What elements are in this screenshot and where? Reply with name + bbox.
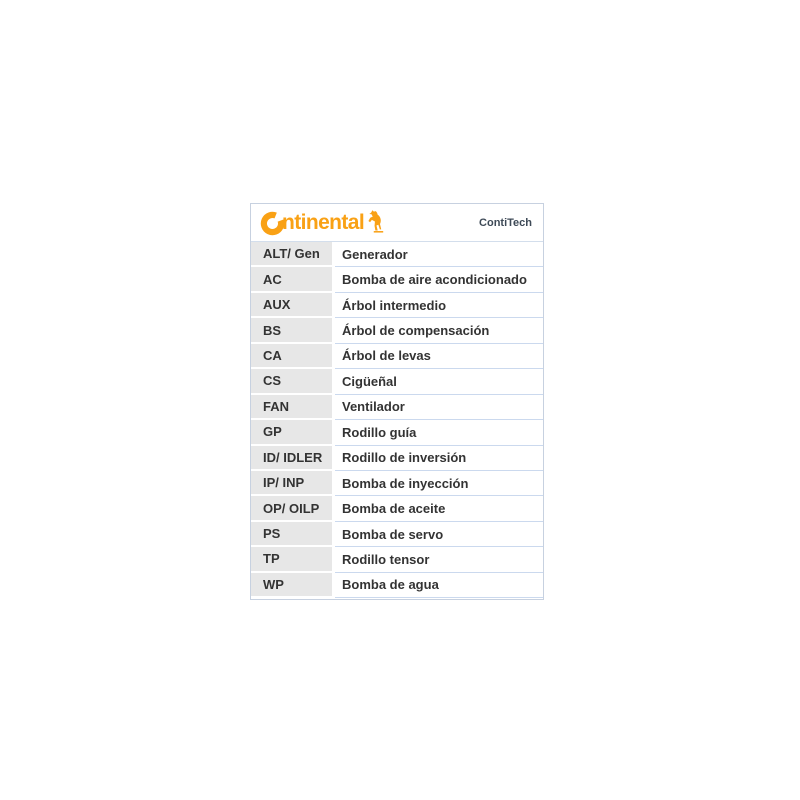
table-row bbox=[251, 395, 543, 420]
table-row bbox=[251, 496, 543, 521]
abbreviation-cell: BS bbox=[251, 318, 332, 343]
table-row bbox=[251, 420, 543, 445]
abbreviation-table bbox=[251, 242, 543, 598]
description-cell: Rodillo guía bbox=[335, 420, 543, 445]
table-row bbox=[251, 242, 543, 267]
table-row bbox=[251, 267, 543, 292]
description-cell: Bomba de agua bbox=[335, 573, 543, 598]
abbreviation-cell: AUX bbox=[251, 293, 332, 318]
abbreviation-cell: TP bbox=[251, 547, 332, 572]
abbreviation-cell: OP/ OILP bbox=[251, 496, 332, 521]
description-cell: Cigüeñal bbox=[335, 369, 543, 394]
contitech-label: ContiTech bbox=[479, 216, 532, 229]
abbreviation-cell: ID/ IDLER bbox=[251, 446, 332, 471]
abbreviation-cell: CS bbox=[251, 369, 332, 394]
continental-logo bbox=[260, 210, 385, 236]
legend-panel bbox=[250, 203, 544, 600]
description-cell: Árbol de levas bbox=[335, 344, 543, 369]
description-cell: Ventilador bbox=[335, 395, 543, 420]
abbreviation-cell: ALT/ Gen bbox=[251, 242, 332, 267]
table-row bbox=[251, 344, 543, 369]
abbreviation-cell: WP bbox=[251, 573, 332, 598]
table-row bbox=[251, 547, 543, 572]
abbreviation-cell: IP/ INP bbox=[251, 471, 332, 496]
description-cell: Rodillo tensor bbox=[335, 547, 543, 572]
abbreviation-cell: GP bbox=[251, 420, 332, 445]
description-cell: Árbol de compensación bbox=[335, 318, 543, 343]
table-row bbox=[251, 573, 543, 598]
abbreviation-cell: AC bbox=[251, 267, 332, 292]
continental-wordmark-text: ntinental bbox=[282, 210, 365, 234]
abbreviation-cell: FAN bbox=[251, 395, 332, 420]
continental-horse-icon bbox=[367, 209, 385, 234]
description-cell: Generador bbox=[335, 242, 543, 267]
brand-header bbox=[251, 204, 543, 242]
table-row bbox=[251, 522, 543, 547]
description-cell: Rodillo de inversión bbox=[335, 446, 543, 471]
description-cell: Bomba de aceite bbox=[335, 496, 543, 521]
abbreviation-cell: PS bbox=[251, 522, 332, 547]
abbreviation-cell: CA bbox=[251, 344, 332, 369]
table-row bbox=[251, 369, 543, 394]
table-row bbox=[251, 293, 543, 318]
table-row bbox=[251, 318, 543, 343]
description-cell: Bomba de servo bbox=[335, 522, 543, 547]
table-row bbox=[251, 446, 543, 471]
description-cell: Bomba de aire acondicionado bbox=[335, 267, 543, 292]
description-cell: Árbol intermedio bbox=[335, 293, 543, 318]
table-row bbox=[251, 471, 543, 496]
description-cell: Bomba de inyección bbox=[335, 471, 543, 496]
